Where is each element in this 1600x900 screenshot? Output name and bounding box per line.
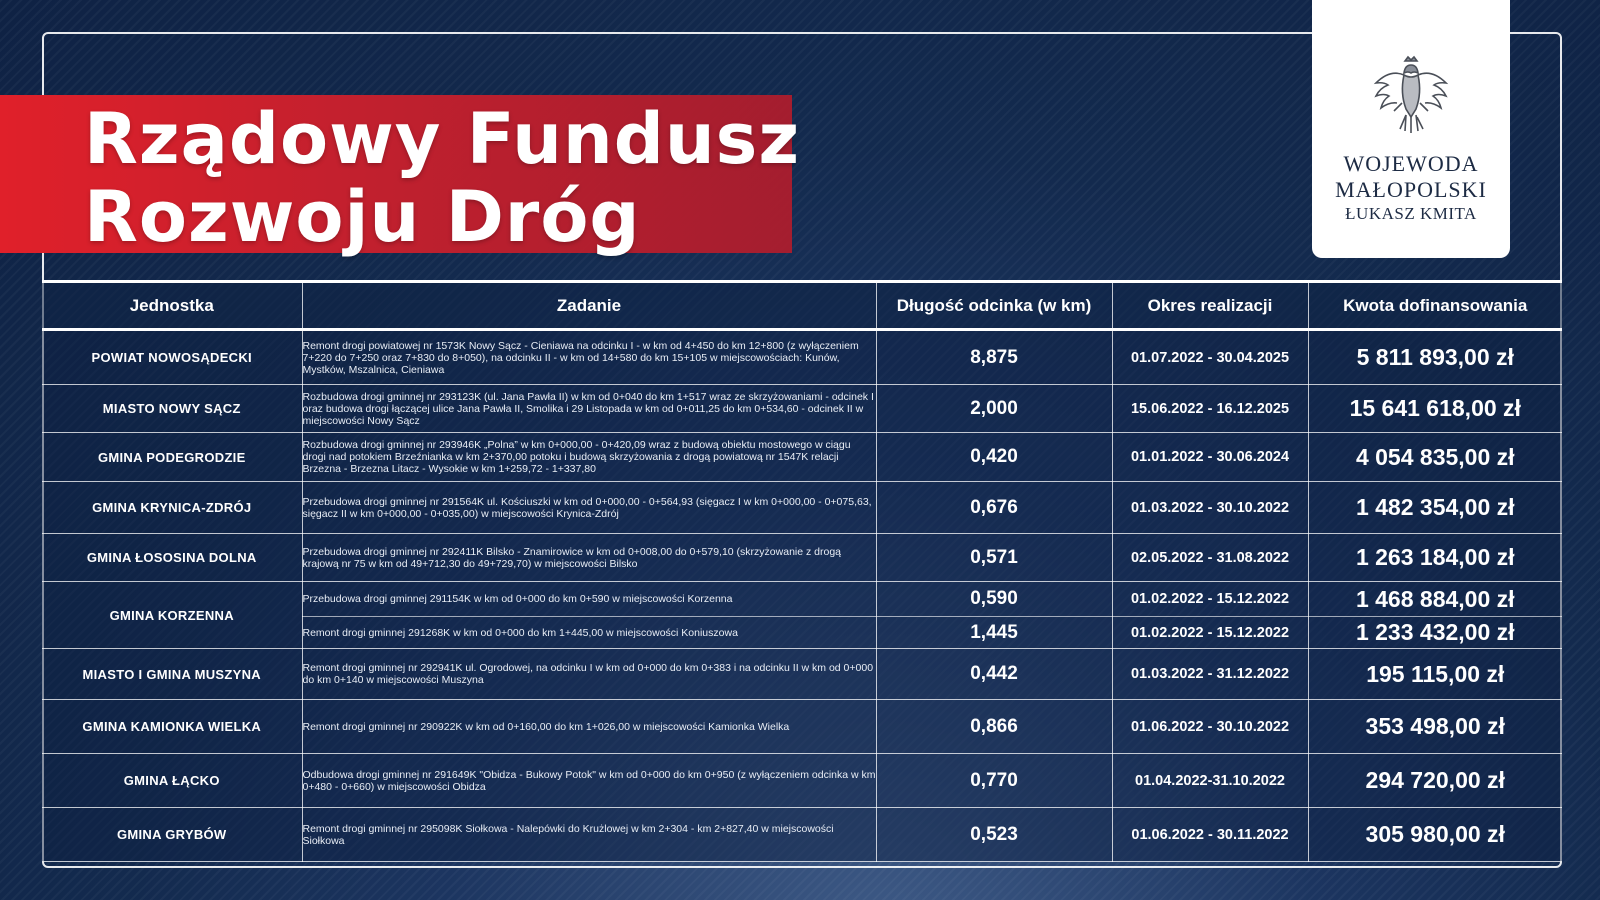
amount-cell: 353 498,00 zł bbox=[1308, 700, 1562, 754]
period-cell: 01.02.2022 - 15.12.2022 bbox=[1112, 617, 1308, 649]
task-cell: Remont drogi gminnej nr 295098K Siołkowa - Nalepówki do Krużlowej w km 2+304 - km 2+827,40 w miejscowości Siołkowa bbox=[302, 808, 876, 862]
task-cell: Przebudowa drogi gminnej 291154K w km od 0+000 do km 0+590 w miejscowości Korzenna bbox=[302, 582, 876, 617]
period-cell: 01.06.2022 - 30.11.2022 bbox=[1112, 808, 1308, 862]
period-cell: 01.02.2022 - 15.12.2022 bbox=[1112, 582, 1308, 617]
length-cell: 0,523 bbox=[876, 808, 1112, 862]
unit-cell: GMINA ŁĄCKO bbox=[42, 754, 302, 808]
amount-cell: 15 641 618,00 zł bbox=[1308, 385, 1562, 433]
period-cell: 01.01.2022 - 30.06.2024 bbox=[1112, 433, 1308, 482]
length-cell: 0,571 bbox=[876, 534, 1112, 582]
period-cell: 01.06.2022 - 30.10.2022 bbox=[1112, 700, 1308, 754]
task-cell: Rozbudowa drogi gminnej nr 293123K (ul. Jana Pawła II) w km od 0+040 do km 1+517 wraz ze skrzyżowaniami - odcinek I oraz budowa drogi łączącej ulice Jana Pawła II, Smolika i 29 Listopada w km od 0+011,25 do km 0+534,60 - odcinek II w miejscowości Nowy Sącz bbox=[302, 385, 876, 433]
task-cell: Remont drogi gminnej 291268K w km od 0+000 do km 1+445,00 w miejscowości Koniuszowa bbox=[302, 617, 876, 649]
unit-cell: GMINA GRYBÓW bbox=[42, 808, 302, 862]
amount-cell: 305 980,00 zł bbox=[1308, 808, 1562, 862]
table-row bbox=[42, 433, 1562, 482]
unit-cell: MIASTO I GMINA MUSZYNA bbox=[42, 649, 302, 700]
amount-cell: 1 468 884,00 zł bbox=[1308, 582, 1562, 617]
amount-cell: 294 720,00 zł bbox=[1308, 754, 1562, 808]
task-cell: Remont drogi gminnej nr 292941K ul. Ogrodowej, na odcinku I w km od 0+000 do km 0+383 i na odcinku II w km od 0+000 do km 0+140 w miejscowości Muszyna bbox=[302, 649, 876, 700]
length-cell: 0,770 bbox=[876, 754, 1112, 808]
table-row bbox=[42, 582, 1562, 617]
table-row bbox=[42, 700, 1562, 754]
funding-table bbox=[42, 280, 1562, 862]
header-amount: Kwota dofinansowania bbox=[1308, 282, 1562, 330]
table-row bbox=[42, 385, 1562, 433]
voivode-logo bbox=[1312, 0, 1510, 258]
task-cell: Rozbudowa drogi gminnej nr 293946K „Polna” w km 0+000,00 - 0+420,09 wraz z budową obiektu mostowego w ciągu drogi nad potokiem Brzeźnianka w km 2+370,00 potoku i budową skrzyżowania z drogą powiatową nr 1547K relacji Brzezna - Brzezna Litacz - Wysokie w km 1+259,72 - 1+337,80 bbox=[302, 433, 876, 482]
unit-cell: GMINA ŁOSOSINA DOLNA bbox=[42, 534, 302, 582]
table-row bbox=[42, 808, 1562, 862]
period-cell: 02.05.2022 - 31.08.2022 bbox=[1112, 534, 1308, 582]
length-cell: 1,445 bbox=[876, 617, 1112, 649]
table-row bbox=[42, 330, 1562, 385]
unit-cell: GMINA KAMIONKA WIELKA bbox=[42, 700, 302, 754]
length-cell: 0,590 bbox=[876, 582, 1112, 617]
length-cell: 2,000 bbox=[876, 385, 1112, 433]
length-cell: 0,442 bbox=[876, 649, 1112, 700]
header-unit: Jednostka bbox=[42, 282, 302, 330]
header-task: Zadanie bbox=[302, 282, 876, 330]
task-cell: Odbudowa drogi gminnej nr 291649K "Obidza - Bukowy Potok" w km od 0+000 do km 0+950 (z wyłączeniem odcinka w km 0+480 - 0+660) w miejscowości Obidza bbox=[302, 754, 876, 808]
amount-cell: 1 263 184,00 zł bbox=[1308, 534, 1562, 582]
table-row bbox=[42, 649, 1562, 700]
logo-title-line-1: WOJEWODA bbox=[1343, 151, 1479, 176]
header-length: Długość odcinka (w km) bbox=[876, 282, 1112, 330]
table-row bbox=[42, 534, 1562, 582]
table-row bbox=[42, 482, 1562, 534]
eagle-emblem-icon bbox=[1371, 55, 1451, 141]
task-cell: Przebudowa drogi gminnej nr 291564K ul. Kościuszki w km od 0+000,00 - 0+564,93 (sięgacz I w km 0+000,00 - 0+075,63, sięgacz II w km 0+000,00 - 0+035,00) w miejscowości Krynica-Zdrój bbox=[302, 482, 876, 534]
unit-cell: GMINA KORZENNA bbox=[42, 582, 302, 649]
length-cell: 0,866 bbox=[876, 700, 1112, 754]
task-cell: Przebudowa drogi gminnej nr 292411K Bilsko - Znamirowice w km od 0+008,00 do 0+579,10 (skrzyżowanie z drogą krajową nr 75 w km od 49+712,30 do 49+729,70) w miejscowości Bilsko bbox=[302, 534, 876, 582]
period-cell: 15.06.2022 - 16.12.2025 bbox=[1112, 385, 1308, 433]
unit-cell: MIASTO NOWY SĄCZ bbox=[42, 385, 302, 433]
title-line-1: Rządowy Fundusz bbox=[84, 98, 801, 180]
amount-cell: 1 233 432,00 zł bbox=[1308, 617, 1562, 649]
task-cell: Remont drogi gminnej nr 290922K w km od 0+160,00 do km 1+026,00 w miejscowości Kamionka Wielka bbox=[302, 700, 876, 754]
amount-cell: 5 811 893,00 zł bbox=[1308, 330, 1562, 385]
title-line-2: Rozwoju Dróg bbox=[84, 176, 641, 258]
amount-cell: 4 054 835,00 zł bbox=[1308, 433, 1562, 482]
logo-name: ŁUKASZ KMITA bbox=[1345, 204, 1477, 223]
period-cell: 01.03.2022 - 31.12.2022 bbox=[1112, 649, 1308, 700]
task-cell: Remont drogi powiatowej nr 1573K Nowy Sącz - Cieniawa na odcinku I - w km od 4+450 do km 12+800 (z wyłączeniem 7+220 do 7+250 oraz 7+830 do 8+050), na odcinku II - w km od 14+580 do km 15+105 w miejscowościach: Kunów, Mystków, Mszalnica, Cieniawa bbox=[302, 330, 876, 385]
unit-cell: GMINA KRYNICA-ZDRÓJ bbox=[42, 482, 302, 534]
length-cell: 8,875 bbox=[876, 330, 1112, 385]
logo-title-line-2: MAŁOPOLSKI bbox=[1335, 177, 1487, 202]
period-cell: 01.07.2022 - 30.04.2025 bbox=[1112, 330, 1308, 385]
table-header-row bbox=[42, 282, 1562, 330]
header-period: Okres realizacji bbox=[1112, 282, 1308, 330]
unit-cell: POWIAT NOWOSĄDECKI bbox=[42, 330, 302, 385]
length-cell: 0,676 bbox=[876, 482, 1112, 534]
table-row bbox=[42, 754, 1562, 808]
unit-cell: GMINA PODEGRODZIE bbox=[42, 433, 302, 482]
length-cell: 0,420 bbox=[876, 433, 1112, 482]
page-title bbox=[84, 100, 800, 256]
amount-cell: 195 115,00 zł bbox=[1308, 649, 1562, 700]
period-cell: 01.04.2022-31.10.2022 bbox=[1112, 754, 1308, 808]
period-cell: 01.03.2022 - 30.10.2022 bbox=[1112, 482, 1308, 534]
amount-cell: 1 482 354,00 zł bbox=[1308, 482, 1562, 534]
